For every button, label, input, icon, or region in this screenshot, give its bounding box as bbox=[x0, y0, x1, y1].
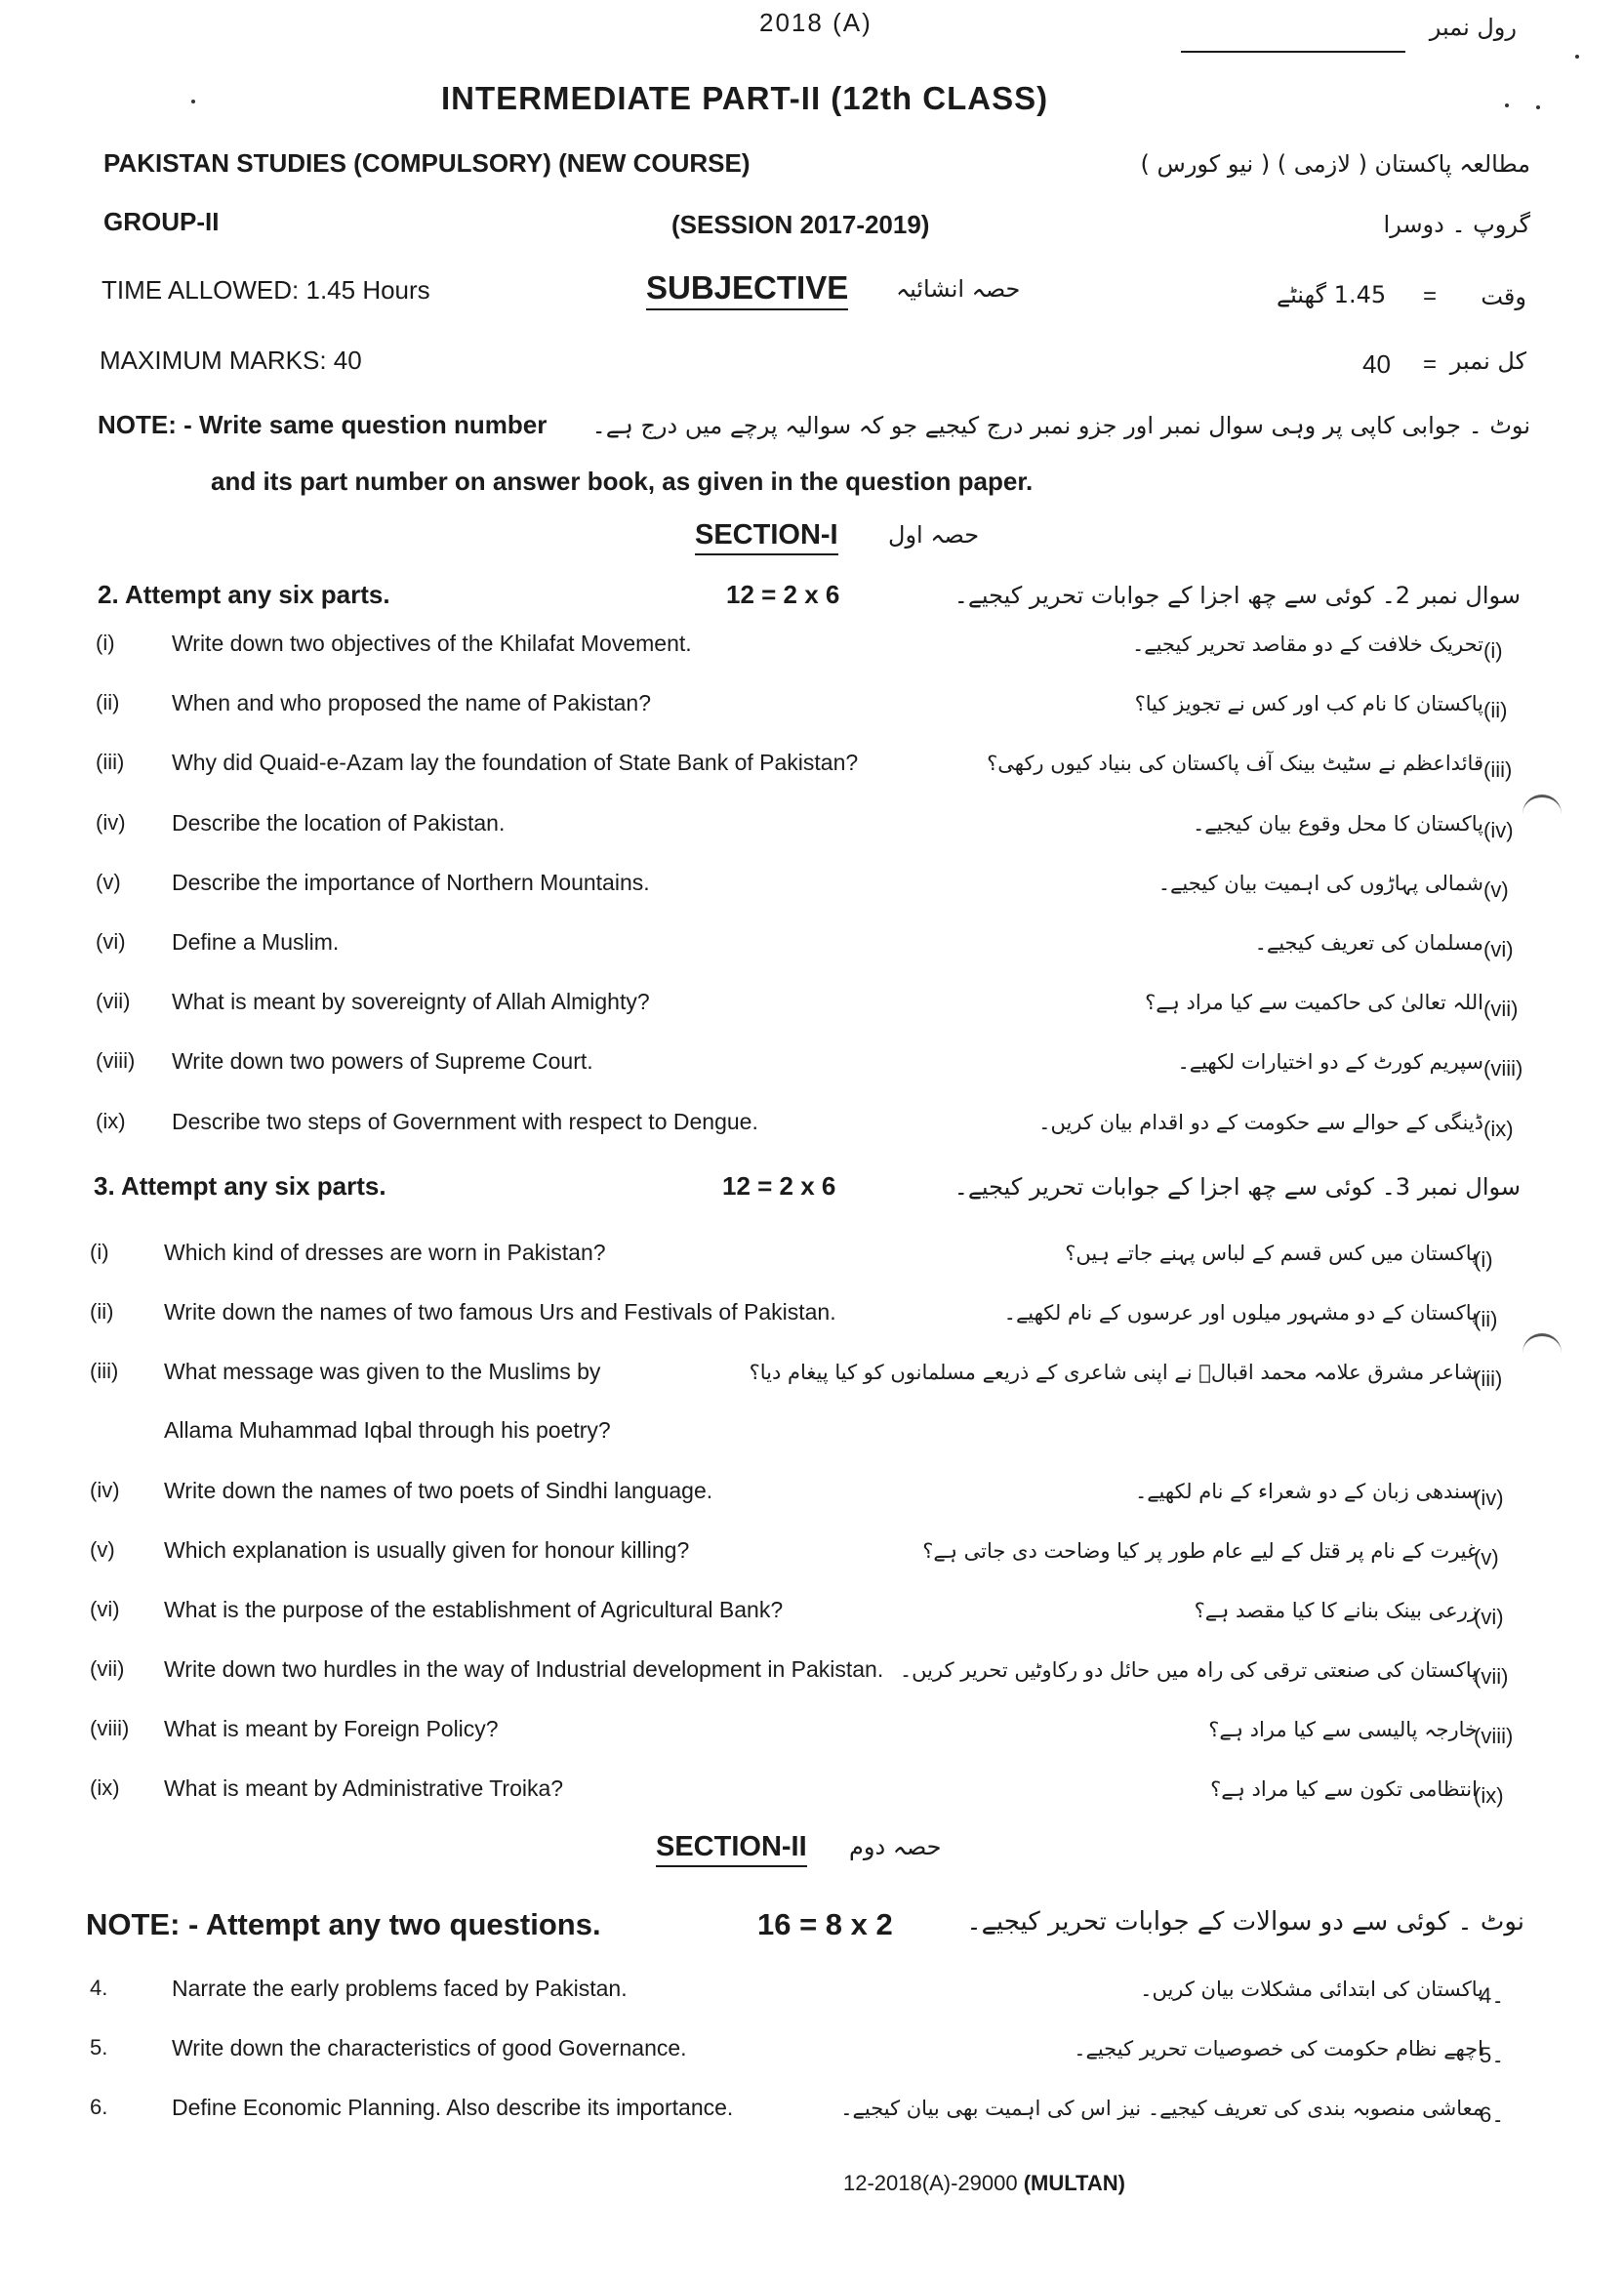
section-2-title-urdu: حصہ دوم bbox=[849, 1833, 942, 1860]
scan-speck bbox=[191, 100, 195, 103]
part-question-english: Write down the names of two famous Urs and Festivals of Pakistan. bbox=[164, 1299, 836, 1325]
part-question-english: What is meant by sovereignty of Allah Almighty? bbox=[172, 989, 650, 1015]
q3-heading: 3. Attempt any six parts. bbox=[94, 1171, 386, 1201]
part-number: (vi) bbox=[90, 1597, 120, 1621]
part-question-english: Write down two objectives of the Khilafat Movement. bbox=[172, 631, 692, 656]
part-number-urdu-side: 6۔ bbox=[1480, 2102, 1505, 2127]
part-question-english: Why did Quaid-e-Azam lay the foundation of State Bank of Pakistan? bbox=[172, 750, 859, 776]
part-question-urdu: تحریک خلافت کے دو مقاصد تحریر کیجیے۔ bbox=[1131, 632, 1483, 656]
part-question-english: Write down the characteristics of good Governance. bbox=[172, 2035, 687, 2060]
part-number: (i) bbox=[96, 631, 115, 655]
part-number-urdu-side: (ii) bbox=[1474, 1307, 1498, 1331]
part-question-english: Describe the importance of Northern Mountains. bbox=[172, 869, 650, 895]
part-number: (ix) bbox=[90, 1775, 120, 1800]
section-2-note-urdu: نوٹ ۔ کوئی سے دو سوالات کے جوابات تحریر کیجیے۔ bbox=[966, 1907, 1524, 1937]
part-question-urdu: اچھے نظام حکومت کی خصوصیات تحریر کیجیے۔ bbox=[1074, 2037, 1483, 2060]
part-number-urdu-side: (iii) bbox=[1474, 1366, 1503, 1391]
part-number-urdu-side: 4۔ bbox=[1480, 1983, 1505, 2008]
part-question-english: Which explanation is usually given for honour killing? bbox=[164, 1537, 690, 1563]
part-question-urdu: پاکستان کا نام کب اور کس نے تجویز کیا؟ bbox=[1134, 692, 1483, 716]
part-number: (i) bbox=[90, 1240, 109, 1264]
part-question-urdu: سندھی زبان کے دو شعراء کے نام لکھیے۔ bbox=[1134, 1480, 1478, 1503]
part-question-urdu: پاکستان کی ابتدائی مشکلات بیان کریں۔ bbox=[1140, 1978, 1483, 2001]
part-number: (v) bbox=[90, 1537, 115, 1562]
scan-speck bbox=[1536, 105, 1540, 109]
note-english-line2: and its part number on answer book, as given in the question paper. bbox=[211, 467, 1034, 496]
part-number: (viii) bbox=[90, 1716, 130, 1740]
part-number: 5. bbox=[90, 2035, 108, 2060]
part-number: (iv) bbox=[96, 809, 126, 835]
part-question-urdu: پاکستان کے دو مشہور میلوں اور عرسوں کے نام لکھیے۔ bbox=[1003, 1301, 1478, 1325]
part-number: 4. bbox=[90, 1976, 108, 2000]
part-number-urdu-side: (v) bbox=[1483, 877, 1509, 902]
part-number: 6. bbox=[90, 2095, 108, 2119]
part-number-urdu-side: (vii) bbox=[1483, 997, 1519, 1022]
part-number-urdu-side: (ii) bbox=[1483, 698, 1508, 723]
part-number: (vii) bbox=[90, 1656, 125, 1681]
part-question-urdu: معاشی منصوبہ بندی کی تعریف کیجیے۔ نیز اس کی اہمیت بھی بیان کیجیے۔ bbox=[840, 2097, 1483, 2120]
footer-code: 12-2018(A)-29000 bbox=[843, 2171, 1018, 2195]
part-question-english: Which kind of dresses are worn in Pakistan? bbox=[164, 1240, 606, 1265]
part-number: (ii) bbox=[90, 1299, 114, 1324]
time-allowed-english: TIME ALLOWED: 1.45 Hours bbox=[102, 275, 430, 305]
time-urdu-label: وقت bbox=[1481, 283, 1526, 310]
part-question-english-continued: Allama Muhammad Iqbal through his poetry? bbox=[164, 1417, 611, 1443]
marks-urdu-value: 40 bbox=[1362, 349, 1391, 379]
q2-heading-urdu: سوال نمبر 2۔ کوئی سے چھ اجزا کے جوابات تحریر کیجیے۔ bbox=[954, 582, 1521, 609]
q3-marks: 12 = 2 x 6 bbox=[722, 1171, 836, 1201]
paper-type-urdu: حصہ انشائیہ bbox=[896, 275, 1021, 303]
part-question-english: Write down the names of two poets of Sindhi language. bbox=[164, 1478, 713, 1503]
q2-marks: 12 = 2 x 6 bbox=[726, 580, 840, 609]
section-2-title: SECTION-II bbox=[656, 1831, 807, 1867]
part-number-urdu-side: (iv) bbox=[1483, 817, 1514, 842]
q3-heading-urdu: سوال نمبر 3۔ کوئی سے چھ اجزا کے جوابات تحریر کیجیے۔ bbox=[954, 1173, 1521, 1201]
part-number: (vi) bbox=[96, 929, 126, 954]
part-question-english: Describe two steps of Government with respect to Dengue. bbox=[172, 1108, 758, 1134]
part-number: (vii) bbox=[96, 989, 131, 1014]
part-number-urdu-side: (vi) bbox=[1474, 1605, 1504, 1629]
group-english: GROUP-II bbox=[103, 207, 220, 236]
part-question-urdu: پاکستان میں کس قسم کے لباس پہنے جاتے ہیں؟ bbox=[1065, 1242, 1478, 1265]
q2-heading: 2. Attempt any six parts. bbox=[98, 580, 390, 609]
note-english-line1: NOTE: - Write same question number bbox=[98, 410, 548, 439]
subject-english: PAKISTAN STUDIES (COMPULSORY) (NEW COURSE) bbox=[103, 148, 751, 178]
part-number-urdu-side: (i) bbox=[1483, 638, 1503, 663]
section-1-title: SECTION-I bbox=[695, 519, 838, 555]
part-number-urdu-side: (vii) bbox=[1474, 1664, 1509, 1689]
paper-code-top: 2018 (A) bbox=[759, 8, 873, 37]
part-question-urdu: پاکستان کا محل وقوع بیان کیجیے۔ bbox=[1192, 811, 1483, 836]
marks-urdu-label: کل نمبر bbox=[1449, 347, 1526, 375]
part-number-urdu-side: (iii) bbox=[1483, 757, 1513, 783]
part-number-urdu-side: (viii) bbox=[1474, 1724, 1514, 1748]
exam-title: INTERMEDIATE PART-II (12th CLASS) bbox=[441, 80, 1049, 116]
subject-urdu: مطالعہ پاکستان ( لازمی ) ( نیو کورس ) bbox=[1140, 150, 1530, 178]
session: (SESSION 2017-2019) bbox=[671, 210, 930, 239]
group-urdu: گروپ ۔ دوسرا bbox=[1383, 211, 1530, 238]
part-number-urdu-side: (viii) bbox=[1483, 1056, 1523, 1081]
part-number-urdu-side: (ix) bbox=[1483, 1116, 1514, 1141]
part-question-english: Write down two powers of Supreme Court. bbox=[172, 1048, 593, 1075]
part-question-urdu: قائداعظم نے سٹیٹ بینک آف پاکستان کی بنیاد کیوں رکھی؟ bbox=[987, 752, 1483, 776]
part-number-urdu-side: (vi) bbox=[1483, 937, 1514, 961]
part-question-english: Narrate the early problems faced by Pakistan. bbox=[172, 1976, 628, 2001]
part-question-english: What is meant by Administrative Troika? bbox=[164, 1775, 564, 1801]
scan-speck bbox=[1505, 103, 1509, 107]
section-1-title-urdu: حصہ اول bbox=[888, 521, 980, 549]
punch-hole-mark bbox=[1522, 1333, 1562, 1358]
part-question-urdu: خارجہ پالیسی سے کیا مراد ہے؟ bbox=[1208, 1718, 1478, 1741]
part-number-urdu-side: (i) bbox=[1474, 1247, 1493, 1272]
time-equals: = bbox=[1423, 283, 1438, 309]
part-question-urdu: مسلمان کی تعریف کیجیے۔ bbox=[1254, 931, 1483, 955]
part-question-urdu: شاعر مشرق علامہ محمد اقبالؒ نے اپنی شاعری کے ذریعے مسلمانوں کو کیا پیغام دیا؟ bbox=[749, 1361, 1478, 1384]
part-number-urdu-side: (v) bbox=[1474, 1545, 1499, 1570]
part-number-urdu-side: (ix) bbox=[1474, 1783, 1504, 1808]
part-number: (iv) bbox=[90, 1478, 120, 1502]
part-number-urdu-side: 5۔ bbox=[1480, 2043, 1505, 2067]
part-question-english: What is meant by Foreign Policy? bbox=[164, 1716, 499, 1741]
part-number: (v) bbox=[96, 869, 121, 894]
note-urdu: نوٹ ۔ جوابی کاپی پر وہی سوال نمبر اور جزو نمبر درج کیجیے جو کہ سوالیہ پرچے میں درج ہے۔ bbox=[591, 412, 1530, 439]
part-question-urdu: زرعی بینک بنانے کا کیا مقصد ہے؟ bbox=[1194, 1599, 1478, 1622]
paper-type: SUBJECTIVE bbox=[646, 269, 848, 310]
part-question-english: Write down two hurdles in the way of Industrial development in Pakistan. bbox=[164, 1656, 884, 1682]
part-question-english: When and who proposed the name of Pakistan? bbox=[172, 690, 651, 716]
section-2-marks: 16 = 8 x 2 bbox=[757, 1907, 893, 1941]
part-question-english: Define a Muslim. bbox=[172, 929, 340, 955]
part-question-urdu: اللہ تعالیٰ کی حاکمیت سے کیا مراد ہے؟ bbox=[1145, 991, 1483, 1015]
part-number: (iii) bbox=[96, 750, 125, 775]
punch-hole-mark bbox=[1522, 795, 1562, 819]
part-question-urdu: ڈینگی کے حوالے سے حکومت کے دو اقدام بیان کریں۔ bbox=[1038, 1110, 1483, 1134]
part-question-english: What is the purpose of the establishment of Agricultural Bank? bbox=[164, 1597, 784, 1622]
scan-speck bbox=[1575, 55, 1579, 59]
roll-number-label: رول نمبر bbox=[1429, 14, 1517, 41]
part-number: (iii) bbox=[90, 1359, 119, 1383]
part-question-english: Define Economic Planning. Also describe its importance. bbox=[172, 2095, 734, 2120]
part-question-urdu: انتظامی تکون سے کیا مراد ہے؟ bbox=[1210, 1777, 1478, 1801]
time-urdu-value: 1.45 گھنٹے bbox=[1277, 281, 1387, 308]
part-number: (viii) bbox=[96, 1048, 136, 1074]
footer-paper-code bbox=[843, 2171, 1125, 2196]
part-question-english: Describe the location of Pakistan. bbox=[172, 809, 506, 836]
part-question-urdu: سپریم کورٹ کے دو اختیارات لکھیے۔ bbox=[1177, 1050, 1483, 1075]
part-question-urdu: غیرت کے نام پر قتل کے لیے عام طور پر کیا وضاحت دی جاتی ہے؟ bbox=[922, 1539, 1478, 1563]
footer-board: (MULTAN) bbox=[1023, 2171, 1125, 2195]
section-2-note: NOTE: - Attempt any two questions. bbox=[86, 1907, 601, 1941]
roll-number-line[interactable] bbox=[1181, 51, 1405, 53]
part-question-english: What message was given to the Muslims by bbox=[164, 1359, 601, 1384]
part-number-urdu-side: (iv) bbox=[1474, 1486, 1504, 1510]
part-number: (ix) bbox=[96, 1108, 126, 1133]
max-marks-english: MAXIMUM MARKS: 40 bbox=[100, 346, 362, 375]
part-number: (ii) bbox=[96, 690, 120, 715]
part-question-urdu: شمالی پہاڑوں کی اہمیت بیان کیجیے۔ bbox=[1157, 871, 1483, 895]
marks-equals: = bbox=[1423, 351, 1438, 378]
part-question-urdu: پاکستان کی صنعتی ترقی کی راہ میں حائل دو رکاوٹیں تحریر کریں۔ bbox=[899, 1658, 1478, 1682]
